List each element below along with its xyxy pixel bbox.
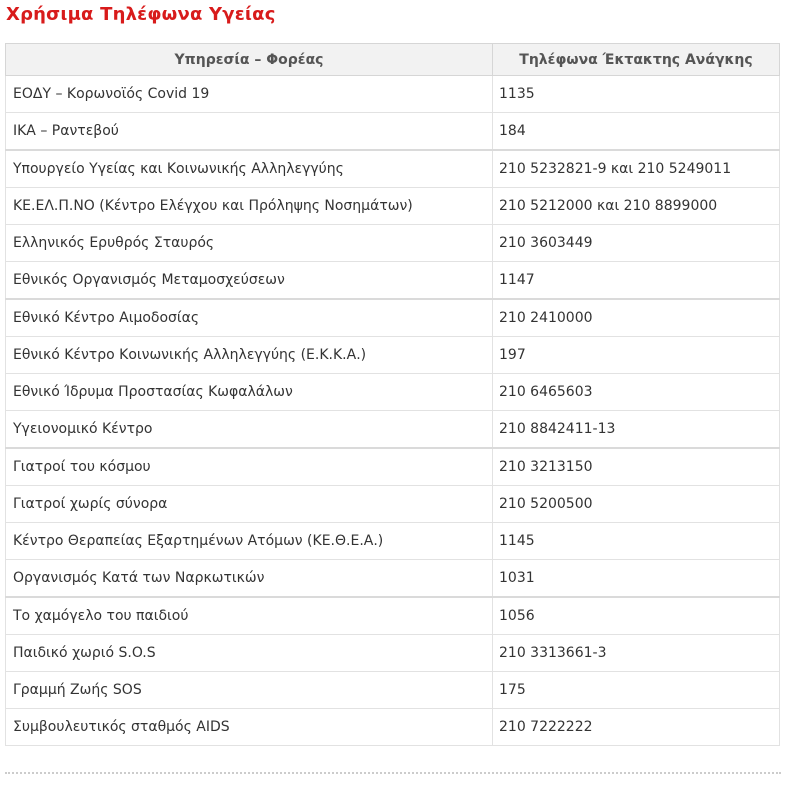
phone-cell: 184 <box>493 113 780 151</box>
phone-cell: 210 5232821-9 και 210 5249011 <box>493 150 780 188</box>
phone-cell: 1135 <box>493 76 780 113</box>
health-phones-table-container <box>5 43 779 746</box>
service-cell: Ελληνικός Ερυθρός Σταυρός <box>6 225 493 262</box>
phone-cell: 210 6465603 <box>493 374 780 411</box>
table-header-row <box>6 44 780 76</box>
table-row <box>6 337 780 374</box>
table-row <box>6 374 780 411</box>
phone-cell: 1031 <box>493 560 780 598</box>
phone-cell: 175 <box>493 672 780 709</box>
service-cell: Εθνικό Ίδρυμα Προστασίας Κωφαλάλων <box>6 374 493 411</box>
phone-cell: 210 5200500 <box>493 486 780 523</box>
service-cell: Εθνικό Κέντρο Αιμοδοσίας <box>6 299 493 337</box>
service-cell: Εθνικός Οργανισμός Μεταμοσχεύσεων <box>6 262 493 300</box>
table-row <box>6 188 780 225</box>
service-cell: Συμβουλευτικός σταθμός AIDS <box>6 709 493 746</box>
phone-cell: 210 3213150 <box>493 448 780 486</box>
table-row <box>6 113 780 151</box>
service-cell: Το χαμόγελο του παιδιού <box>6 597 493 635</box>
service-cell: Υπουργείο Υγείας και Κοινωνικής Αλληλεγγύης <box>6 150 493 188</box>
table-row <box>6 560 780 598</box>
service-cell: ΕΟΔΥ – Κορωνοϊός Covid 19 <box>6 76 493 113</box>
service-cell: Υγειονομικό Κέντρο <box>6 411 493 449</box>
service-cell: Παιδικό χωριό S.O.S <box>6 635 493 672</box>
table-row <box>6 411 780 449</box>
table-row <box>6 262 780 300</box>
table-row <box>6 448 780 486</box>
column-header-service: Υπηρεσία – Φορέας <box>6 44 493 76</box>
phone-cell: 210 7222222 <box>493 709 780 746</box>
phone-cell: 1145 <box>493 523 780 560</box>
phone-cell: 210 3313661-3 <box>493 635 780 672</box>
service-cell: Γραμμή Ζωής SOS <box>6 672 493 709</box>
page-title: Χρήσιμα Τηλέφωνα Υγείας <box>6 4 276 25</box>
phone-cell: 210 2410000 <box>493 299 780 337</box>
dotted-divider <box>5 772 781 774</box>
service-cell: Γιατροί χωρίς σύνορα <box>6 486 493 523</box>
health-phones-table <box>5 43 780 746</box>
service-cell: ΚΕ.ΕΛ.Π.ΝΟ (Κέντρο Ελέγχου και Πρόληψης Νοσημάτων) <box>6 188 493 225</box>
table-row <box>6 150 780 188</box>
service-cell: Εθνικό Κέντρο Κοινωνικής Αλληλεγγύης (Ε.Κ.Κ.Α.) <box>6 337 493 374</box>
service-cell: Κέντρο Θεραπείας Εξαρτημένων Ατόμων (ΚΕ.Θ.Ε.Α.) <box>6 523 493 560</box>
column-header-phone: Τηλέφωνα Έκτακτης Ανάγκης <box>493 44 780 76</box>
table-row <box>6 225 780 262</box>
table-row <box>6 709 780 746</box>
phone-cell: 210 8842411-13 <box>493 411 780 449</box>
phone-cell: 210 3603449 <box>493 225 780 262</box>
phone-cell: 210 5212000 και 210 8899000 <box>493 188 780 225</box>
table-row <box>6 486 780 523</box>
table-row <box>6 672 780 709</box>
table-row <box>6 635 780 672</box>
phone-cell: 1147 <box>493 262 780 300</box>
table-row <box>6 523 780 560</box>
phone-cell: 1056 <box>493 597 780 635</box>
table-row <box>6 76 780 113</box>
service-cell: Γιατροί του κόσμου <box>6 448 493 486</box>
service-cell: Οργανισμός Κατά των Ναρκωτικών <box>6 560 493 598</box>
table-row <box>6 597 780 635</box>
service-cell: ΙΚΑ – Ραντεβού <box>6 113 493 151</box>
phone-cell: 197 <box>493 337 780 374</box>
table-row <box>6 299 780 337</box>
